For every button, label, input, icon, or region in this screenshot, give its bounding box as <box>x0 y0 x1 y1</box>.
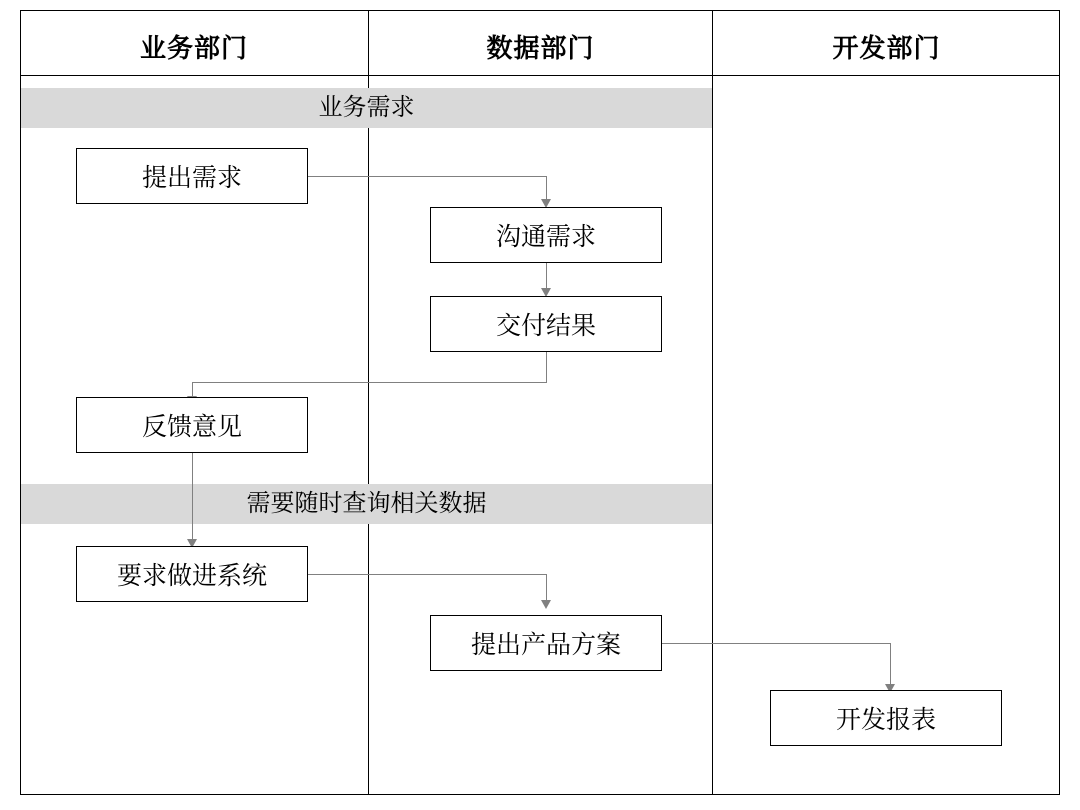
node-raise-requirement[interactable]: 提出需求 <box>76 148 308 204</box>
edge-raise-to-communicate-horizontal <box>308 176 546 177</box>
lane-title-development: 开发部门 <box>832 33 941 63</box>
edge-communicate-to-deliver-vertical <box>546 263 547 291</box>
band-business-requirement: 业务需求 <box>21 88 712 128</box>
band-query-data: 需要随时查询相关数据 <box>21 484 712 524</box>
node-deliver-result[interactable]: 交付结果 <box>430 296 662 352</box>
header-divider <box>20 75 1060 76</box>
lane-divider-data-development <box>712 10 713 795</box>
node-request-system[interactable]: 要求做进系统 <box>76 546 308 602</box>
edge-deliver-to-feedback-horizontal <box>192 382 547 383</box>
lane-title-data: 数据部门 <box>486 33 595 63</box>
edge-proposal-to-develop-vertical <box>890 643 891 690</box>
edge-request-to-proposal-arrow <box>541 600 551 609</box>
edge-deliver-to-feedback-vertical-right <box>546 350 547 382</box>
node-communicate-requirement[interactable]: 沟通需求 <box>430 207 662 263</box>
lane-title-business: 业务部门 <box>139 33 248 63</box>
node-product-proposal[interactable]: 提出产品方案 <box>430 615 662 671</box>
edge-feedback-to-request-vertical <box>192 453 193 546</box>
node-feedback[interactable]: 反馈意见 <box>76 397 308 453</box>
node-develop-report[interactable]: 开发报表 <box>770 690 1002 746</box>
edge-proposal-to-develop-horizontal <box>659 643 890 644</box>
edge-request-to-proposal-horizontal <box>308 574 546 575</box>
